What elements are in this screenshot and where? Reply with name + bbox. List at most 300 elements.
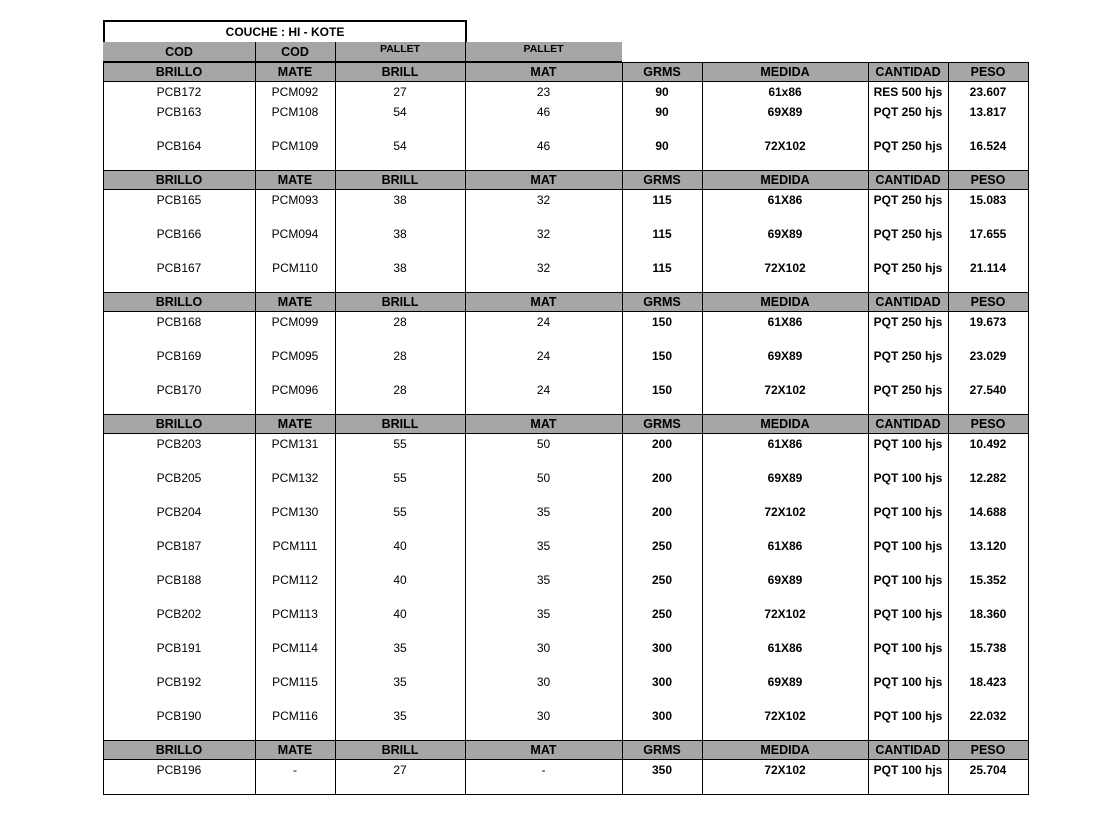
grid-line bbox=[702, 258, 703, 292]
grid-line bbox=[465, 536, 466, 570]
grid-line bbox=[255, 740, 256, 760]
grid-line bbox=[868, 312, 869, 346]
grid-line bbox=[255, 170, 256, 190]
cell-brillo: PCB203 bbox=[103, 434, 255, 468]
col-header-peso: PESO bbox=[948, 292, 1028, 312]
grid-line bbox=[465, 502, 466, 536]
grid-line bbox=[103, 292, 104, 312]
grid-line bbox=[702, 102, 703, 136]
cell-grms: 200 bbox=[622, 434, 702, 468]
grid-line bbox=[255, 672, 256, 706]
cell-medida: 69X89 bbox=[702, 672, 868, 706]
cell-brillo: PCB164 bbox=[103, 136, 255, 170]
grid-line bbox=[948, 346, 949, 380]
col-header-mate: MATE bbox=[255, 170, 335, 190]
grid-line bbox=[255, 536, 256, 570]
cell-brill: 28 bbox=[335, 312, 465, 346]
col-header-cantidad: CANTIDAD bbox=[868, 740, 948, 760]
grid-line bbox=[622, 740, 623, 760]
grid-line bbox=[622, 346, 623, 380]
grid-line bbox=[1028, 502, 1029, 536]
cell-brill: 28 bbox=[335, 346, 465, 380]
grid-line bbox=[465, 706, 466, 740]
grid-line bbox=[622, 604, 623, 638]
grid-line bbox=[702, 536, 703, 570]
cell-cantidad: PQT 250 hjs bbox=[868, 258, 948, 292]
cell-mat: 30 bbox=[465, 638, 622, 672]
cell-brill: 27 bbox=[335, 82, 465, 102]
cell-grms: 115 bbox=[622, 190, 702, 224]
grid-line bbox=[465, 224, 466, 258]
cell-mate: PCM110 bbox=[255, 258, 335, 292]
grid-line bbox=[335, 170, 336, 190]
cell-medida: 72X102 bbox=[702, 760, 868, 794]
grid-line bbox=[255, 434, 256, 468]
grid-line bbox=[335, 346, 336, 380]
cell-peso: 25.704 bbox=[948, 760, 1028, 794]
grid-line bbox=[622, 536, 623, 570]
grid-line bbox=[702, 502, 703, 536]
cell-medida: 61x86 bbox=[702, 82, 868, 102]
grid-line bbox=[622, 312, 623, 346]
grid-line bbox=[868, 380, 869, 414]
grid-line bbox=[948, 434, 949, 468]
cell-brill: 55 bbox=[335, 434, 465, 468]
grid-line bbox=[335, 706, 336, 740]
cell-mate: PCM108 bbox=[255, 102, 335, 136]
cell-mate: PCM130 bbox=[255, 502, 335, 536]
col-header-grms: GRMS bbox=[622, 292, 702, 312]
cell-medida: 72X102 bbox=[702, 604, 868, 638]
cell-mate: PCM099 bbox=[255, 312, 335, 346]
grid-line bbox=[255, 468, 256, 502]
grid-line bbox=[948, 224, 949, 258]
grid-line bbox=[868, 346, 869, 380]
cell-medida: 69X89 bbox=[702, 468, 868, 502]
cell-mate: PCM114 bbox=[255, 638, 335, 672]
grid-line bbox=[868, 502, 869, 536]
cell-mate: PCM093 bbox=[255, 190, 335, 224]
grid-line bbox=[465, 570, 466, 604]
grid-line bbox=[255, 502, 256, 536]
cell-grms: 200 bbox=[622, 502, 702, 536]
cell-mate: PCM112 bbox=[255, 570, 335, 604]
grid-line bbox=[103, 502, 104, 536]
grid-line bbox=[702, 468, 703, 502]
cell-brillo: PCB196 bbox=[103, 760, 255, 794]
col-header-mate: MATE bbox=[255, 292, 335, 312]
cell-mat: 30 bbox=[465, 672, 622, 706]
grid-line bbox=[1028, 536, 1029, 570]
grid-line bbox=[702, 638, 703, 672]
cell-peso: 15.352 bbox=[948, 570, 1028, 604]
grid-line bbox=[1028, 570, 1029, 604]
cell-brillo: PCB188 bbox=[103, 570, 255, 604]
grid-line bbox=[335, 502, 336, 536]
cell-medida: 61X86 bbox=[702, 434, 868, 468]
grid-line bbox=[622, 102, 623, 136]
grid-line bbox=[465, 190, 466, 224]
grid-line bbox=[465, 102, 466, 136]
grid-line bbox=[948, 468, 949, 502]
cell-grms: 250 bbox=[622, 536, 702, 570]
grid-line bbox=[465, 434, 466, 468]
cell-mate: PCM113 bbox=[255, 604, 335, 638]
top-header-pallet-mat: PALLET bbox=[523, 43, 564, 55]
grid-line bbox=[622, 760, 623, 794]
cell-cantidad: PQT 250 hjs bbox=[868, 380, 948, 414]
grid-line bbox=[948, 380, 949, 414]
grid-line bbox=[255, 604, 256, 638]
grid-line bbox=[335, 604, 336, 638]
cell-medida: 61X86 bbox=[702, 190, 868, 224]
grid-line bbox=[948, 312, 949, 346]
cell-mat: 32 bbox=[465, 224, 622, 258]
grid-line bbox=[335, 102, 336, 136]
cell-medida: 72X102 bbox=[702, 258, 868, 292]
grid-line bbox=[465, 312, 466, 346]
grid-line bbox=[335, 638, 336, 672]
grid-line bbox=[948, 414, 949, 434]
grid-line bbox=[465, 258, 466, 292]
grid-line bbox=[103, 672, 104, 706]
cell-mat: 23 bbox=[465, 82, 622, 102]
grid-line bbox=[1028, 414, 1029, 434]
cell-brill: 28 bbox=[335, 380, 465, 414]
col-header-peso: PESO bbox=[948, 740, 1028, 760]
cell-grms: 300 bbox=[622, 672, 702, 706]
cell-peso: 18.360 bbox=[948, 604, 1028, 638]
cell-mat: 50 bbox=[465, 468, 622, 502]
grid-line bbox=[868, 292, 869, 312]
grid-line bbox=[868, 468, 869, 502]
grid-line bbox=[1028, 190, 1029, 224]
grid-line bbox=[335, 536, 336, 570]
grid-line bbox=[335, 380, 336, 414]
cell-grms: 90 bbox=[622, 102, 702, 136]
grid-line bbox=[103, 380, 104, 414]
grid-line bbox=[1028, 82, 1029, 102]
cell-mat: 30 bbox=[465, 706, 622, 740]
col-header-brill: BRILL bbox=[335, 62, 465, 82]
grid-line bbox=[868, 434, 869, 468]
col-header-peso: PESO bbox=[948, 414, 1028, 434]
grid-line bbox=[255, 706, 256, 740]
cell-peso: 15.738 bbox=[948, 638, 1028, 672]
grid-line bbox=[868, 102, 869, 136]
cell-peso: 17.655 bbox=[948, 224, 1028, 258]
grid-line bbox=[103, 536, 104, 570]
grid-line bbox=[702, 604, 703, 638]
col-header-mat: MAT bbox=[465, 170, 622, 190]
grid-line bbox=[622, 672, 623, 706]
grid-line bbox=[465, 170, 466, 190]
cell-medida: 72X102 bbox=[702, 380, 868, 414]
grid-line bbox=[622, 292, 623, 312]
grid-line bbox=[702, 706, 703, 740]
grid-line bbox=[255, 760, 256, 794]
cell-cantidad: PQT 250 hjs bbox=[868, 312, 948, 346]
grid-line bbox=[255, 190, 256, 224]
col-header-brillo: BRILLO bbox=[103, 62, 255, 82]
cell-peso: 19.673 bbox=[948, 312, 1028, 346]
grid-line bbox=[868, 740, 869, 760]
grid-line bbox=[255, 292, 256, 312]
grid-line bbox=[255, 62, 256, 82]
cell-peso: 16.524 bbox=[948, 136, 1028, 170]
grid-line bbox=[622, 82, 623, 102]
cell-brillo: PCB187 bbox=[103, 536, 255, 570]
cell-mate: PCM095 bbox=[255, 346, 335, 380]
col-header-grms: GRMS bbox=[622, 170, 702, 190]
grid-line bbox=[1028, 434, 1029, 468]
grid-line bbox=[465, 292, 466, 312]
grid-line bbox=[868, 638, 869, 672]
col-header-brillo: BRILLO bbox=[103, 740, 255, 760]
cell-mate: PCM132 bbox=[255, 468, 335, 502]
grid-line bbox=[465, 346, 466, 380]
cell-peso: 13.120 bbox=[948, 536, 1028, 570]
grid-line bbox=[103, 82, 104, 102]
grid-line bbox=[702, 760, 703, 794]
cell-brill: 27 bbox=[335, 760, 465, 794]
cell-mat: 24 bbox=[465, 380, 622, 414]
grid-line bbox=[868, 170, 869, 190]
grid-line bbox=[255, 414, 256, 434]
grid-line bbox=[622, 190, 623, 224]
cell-medida: 69X89 bbox=[702, 346, 868, 380]
cell-brillo: PCB166 bbox=[103, 224, 255, 258]
grid-line bbox=[1028, 760, 1029, 794]
cell-peso: 14.688 bbox=[948, 502, 1028, 536]
grid-line bbox=[948, 740, 949, 760]
cell-brill: 40 bbox=[335, 570, 465, 604]
grid-line bbox=[868, 136, 869, 170]
cell-medida: 69X89 bbox=[702, 102, 868, 136]
grid-line bbox=[335, 468, 336, 502]
cell-grms: 90 bbox=[622, 82, 702, 102]
cell-grms: 150 bbox=[622, 380, 702, 414]
grid-line bbox=[1028, 312, 1029, 346]
cell-mat: 24 bbox=[465, 312, 622, 346]
grid-line bbox=[255, 638, 256, 672]
grid-line bbox=[702, 434, 703, 468]
grid-line bbox=[1028, 604, 1029, 638]
col-header-brill: BRILL bbox=[335, 292, 465, 312]
cell-medida: 69X89 bbox=[702, 224, 868, 258]
cell-brillo: PCB204 bbox=[103, 502, 255, 536]
cell-cantidad: PQT 100 hjs bbox=[868, 536, 948, 570]
cell-mat: 32 bbox=[465, 190, 622, 224]
grid-line bbox=[1028, 292, 1029, 312]
cell-grms: 350 bbox=[622, 760, 702, 794]
cell-brill: 54 bbox=[335, 136, 465, 170]
grid-line bbox=[1028, 258, 1029, 292]
grid-line bbox=[702, 414, 703, 434]
grid-line bbox=[335, 82, 336, 102]
cell-mate: PCM096 bbox=[255, 380, 335, 414]
grid-line bbox=[948, 706, 949, 740]
cell-mate: PCM111 bbox=[255, 536, 335, 570]
grid-line bbox=[948, 604, 949, 638]
cell-brillo: PCB191 bbox=[103, 638, 255, 672]
cell-medida: 72X102 bbox=[702, 136, 868, 170]
grid-line bbox=[103, 570, 104, 604]
cell-mate: PCM131 bbox=[255, 434, 335, 468]
cell-brillo: PCB169 bbox=[103, 346, 255, 380]
col-header-mate: MATE bbox=[255, 62, 335, 82]
cell-cantidad: PQT 100 hjs bbox=[868, 570, 948, 604]
col-header-medida: MEDIDA bbox=[702, 170, 868, 190]
cell-cantidad: PQT 100 hjs bbox=[868, 638, 948, 672]
grid-line bbox=[103, 414, 104, 434]
grid-line bbox=[868, 190, 869, 224]
col-header-cantidad: CANTIDAD bbox=[868, 62, 948, 82]
cell-mat: 50 bbox=[465, 434, 622, 468]
grid-line bbox=[465, 414, 466, 434]
grid-line bbox=[103, 62, 104, 82]
grid-line bbox=[465, 82, 466, 102]
cell-peso: 21.114 bbox=[948, 258, 1028, 292]
cell-peso: 23.607 bbox=[948, 82, 1028, 102]
cell-cantidad: PQT 100 hjs bbox=[868, 760, 948, 794]
grid-line bbox=[622, 136, 623, 170]
cell-mat: 35 bbox=[465, 536, 622, 570]
cell-brillo: PCB202 bbox=[103, 604, 255, 638]
grid-line bbox=[948, 536, 949, 570]
grid-line bbox=[622, 502, 623, 536]
cell-mat: 32 bbox=[465, 258, 622, 292]
grid-line bbox=[465, 638, 466, 672]
col-header-brillo: BRILLO bbox=[103, 414, 255, 434]
cell-mat: 24 bbox=[465, 346, 622, 380]
grid-line bbox=[622, 170, 623, 190]
cell-cantidad: PQT 250 hjs bbox=[868, 346, 948, 380]
grid-line bbox=[103, 434, 104, 468]
col-header-mate: MATE bbox=[255, 740, 335, 760]
grid-line bbox=[103, 468, 104, 502]
cell-grms: 250 bbox=[622, 604, 702, 638]
cell-grms: 300 bbox=[622, 638, 702, 672]
grid-line bbox=[702, 170, 703, 190]
col-header-mat: MAT bbox=[465, 414, 622, 434]
grid-line bbox=[622, 468, 623, 502]
cell-cantidad: PQT 100 hjs bbox=[868, 706, 948, 740]
cell-grms: 250 bbox=[622, 570, 702, 604]
col-header-brillo: BRILLO bbox=[103, 292, 255, 312]
grid-line bbox=[255, 102, 256, 136]
col-header-mat: MAT bbox=[465, 292, 622, 312]
cell-mate: PCM115 bbox=[255, 672, 335, 706]
grid-line bbox=[868, 604, 869, 638]
grid-line bbox=[868, 706, 869, 740]
cell-peso: 22.032 bbox=[948, 706, 1028, 740]
grid-line bbox=[103, 346, 104, 380]
cell-mate: PCM092 bbox=[255, 82, 335, 102]
cell-cantidad: PQT 250 hjs bbox=[868, 102, 948, 136]
grid-line bbox=[622, 62, 623, 82]
grid-line bbox=[948, 82, 949, 102]
grid-line bbox=[868, 258, 869, 292]
grid-line bbox=[702, 570, 703, 604]
grid-line bbox=[622, 434, 623, 468]
grid-line bbox=[948, 672, 949, 706]
grid-line bbox=[103, 136, 104, 170]
cell-brillo: PCB170 bbox=[103, 380, 255, 414]
cell-mat: 35 bbox=[465, 502, 622, 536]
grid-line bbox=[103, 706, 104, 740]
grid-line bbox=[255, 380, 256, 414]
grid-line bbox=[103, 312, 104, 346]
cell-cantidad: PQT 100 hjs bbox=[868, 604, 948, 638]
cell-grms: 90 bbox=[622, 136, 702, 170]
cell-medida: 61X86 bbox=[702, 312, 868, 346]
cell-grms: 200 bbox=[622, 468, 702, 502]
grid-line bbox=[335, 42, 336, 62]
grid-line bbox=[948, 760, 949, 794]
cell-brillo: PCB192 bbox=[103, 672, 255, 706]
col-header-medida: MEDIDA bbox=[702, 62, 868, 82]
cell-mate: PCM094 bbox=[255, 224, 335, 258]
grid-line bbox=[465, 62, 466, 82]
cell-mate: - bbox=[255, 760, 335, 794]
grid-line bbox=[622, 570, 623, 604]
grid-line bbox=[335, 414, 336, 434]
col-header-mate: MATE bbox=[255, 414, 335, 434]
grid-line bbox=[255, 82, 256, 102]
cell-cantidad: PQT 250 hjs bbox=[868, 224, 948, 258]
grid-line bbox=[103, 638, 104, 672]
grid-line bbox=[335, 312, 336, 346]
grid-line bbox=[1028, 346, 1029, 380]
grid-line bbox=[335, 258, 336, 292]
grid-line bbox=[255, 136, 256, 170]
cell-brill: 40 bbox=[335, 604, 465, 638]
grid-line bbox=[465, 760, 466, 794]
cell-medida: 72X102 bbox=[702, 502, 868, 536]
grid-line bbox=[255, 570, 256, 604]
grid-line bbox=[465, 468, 466, 502]
grid-line bbox=[702, 82, 703, 102]
grid-line bbox=[255, 346, 256, 380]
grid-line bbox=[1028, 136, 1029, 170]
cell-medida: 69X89 bbox=[702, 570, 868, 604]
cell-mat: 46 bbox=[465, 102, 622, 136]
grid-line bbox=[948, 502, 949, 536]
grid-line bbox=[948, 170, 949, 190]
grid-line bbox=[1028, 380, 1029, 414]
grid-line bbox=[103, 794, 1029, 795]
cell-medida: 61X86 bbox=[702, 638, 868, 672]
cell-brill: 55 bbox=[335, 502, 465, 536]
cell-mat: 46 bbox=[465, 136, 622, 170]
cell-brillo: PCB190 bbox=[103, 706, 255, 740]
cell-brill: 35 bbox=[335, 638, 465, 672]
grid-line bbox=[335, 570, 336, 604]
grid-line bbox=[948, 190, 949, 224]
cell-brillo: PCB165 bbox=[103, 190, 255, 224]
col-header-medida: MEDIDA bbox=[702, 292, 868, 312]
grid-line bbox=[255, 224, 256, 258]
cell-grms: 115 bbox=[622, 224, 702, 258]
grid-line bbox=[1028, 102, 1029, 136]
top-header-cod-brillo: COD bbox=[165, 45, 193, 59]
cell-cantidad: PQT 250 hjs bbox=[868, 136, 948, 170]
col-header-brillo: BRILLO bbox=[103, 170, 255, 190]
grid-line bbox=[103, 604, 104, 638]
cell-brill: 38 bbox=[335, 258, 465, 292]
col-header-grms: GRMS bbox=[622, 740, 702, 760]
